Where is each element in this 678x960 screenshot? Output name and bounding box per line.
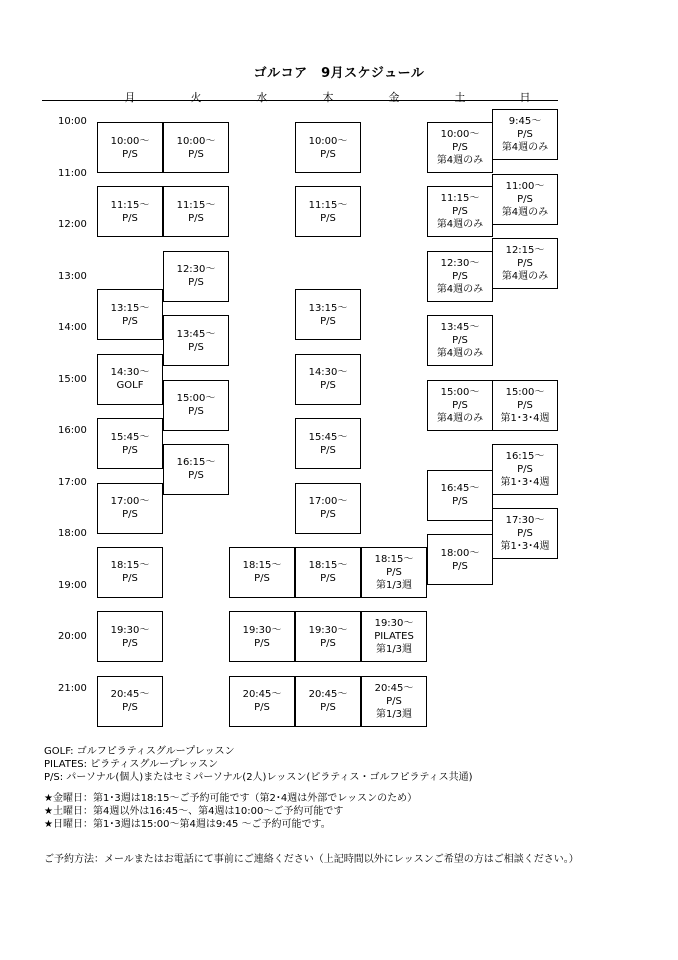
slot-type: P/S xyxy=(320,702,336,714)
lesson-slot xyxy=(492,508,558,559)
legend-ps: P/S: パーソナル(個人)またはセミパーソナル(2人)レッスン(ピラティス・ゴルフピラティス共通) xyxy=(44,772,473,783)
slot-time: 11:15～ xyxy=(308,199,348,211)
lesson-slot xyxy=(295,186,361,237)
slot-type: P/S xyxy=(386,566,402,578)
slot-time: 11:00～ xyxy=(505,180,545,192)
slot-time: 15:45～ xyxy=(110,431,150,443)
slot-time: 13:45～ xyxy=(176,328,216,340)
slot-note: 第1･3･4週 xyxy=(500,541,550,553)
lesson-slot xyxy=(97,289,163,340)
time-label: 18:00 xyxy=(58,528,87,539)
lesson-slot xyxy=(427,122,493,173)
slot-time: 12:15～ xyxy=(505,244,545,256)
lesson-slot xyxy=(163,122,229,173)
slot-type: P/S xyxy=(320,148,336,160)
slot-type: P/S xyxy=(188,212,204,224)
time-label: 13:00 xyxy=(58,270,87,282)
slot-time: 18:15～ xyxy=(110,560,150,572)
slot-time: 18:15～ xyxy=(374,553,414,565)
slot-time: 15:00～ xyxy=(440,386,480,398)
slot-time: 20:45～ xyxy=(110,689,150,701)
slot-type: P/S xyxy=(320,315,336,327)
legend-golf: GOLF: ゴルフピラティスグループレッスン xyxy=(44,746,235,757)
slot-time: 20:45～ xyxy=(308,689,348,701)
lesson-slot xyxy=(163,251,229,302)
lesson-slot xyxy=(361,611,427,662)
page-title: ゴルコア 9月スケジュール xyxy=(253,66,425,81)
slot-type: P/S xyxy=(452,399,468,411)
slot-time: 16:45～ xyxy=(440,483,480,495)
day-header: 木 xyxy=(322,91,334,104)
slot-time: 16:15～ xyxy=(505,450,545,462)
slot-time: 15:00～ xyxy=(505,386,545,398)
lesson-slot xyxy=(163,315,229,366)
slot-time: 14:30～ xyxy=(308,367,348,379)
lesson-slot xyxy=(229,676,295,727)
slot-note: 第4週のみ xyxy=(501,206,549,218)
lesson-slot xyxy=(97,186,163,237)
lesson-slot xyxy=(361,547,427,598)
time-label: 12:00 xyxy=(58,219,87,230)
slot-type: P/S xyxy=(254,637,270,649)
slot-time: 10:00～ xyxy=(308,135,348,147)
lesson-slot xyxy=(295,122,361,173)
lesson-slot xyxy=(295,611,361,662)
time-label: 10:00 xyxy=(58,116,87,127)
lesson-slot xyxy=(492,444,558,495)
slot-note: 第4週のみ xyxy=(436,155,484,166)
lesson-slot xyxy=(295,354,361,405)
slot-note: 第4週のみ xyxy=(436,283,484,295)
slot-time: 18:00～ xyxy=(440,547,480,559)
slot-type: P/S xyxy=(188,277,204,289)
slot-time: 17:00～ xyxy=(110,496,150,507)
lesson-slot xyxy=(97,122,163,173)
slot-type: P/S xyxy=(122,637,138,649)
slot-type: P/S xyxy=(517,257,533,269)
time-label: 17:00 xyxy=(58,476,87,488)
lesson-slot xyxy=(492,238,558,289)
day-header: 日 xyxy=(519,91,531,104)
slot-type: P/S xyxy=(320,380,336,392)
slot-time: 11:15～ xyxy=(176,199,216,211)
lesson-slot xyxy=(295,483,361,534)
slot-time: 9:45～ xyxy=(508,116,542,128)
slot-note: 第1/3週 xyxy=(375,708,413,720)
slot-type: P/S xyxy=(452,560,468,572)
slot-type: P/S xyxy=(452,270,468,282)
slot-type: P/S xyxy=(188,470,204,482)
day-header: 金 xyxy=(388,91,400,104)
lesson-slot xyxy=(427,315,493,366)
slot-type: P/S xyxy=(122,444,138,456)
slot-time: 10:00～ xyxy=(110,135,150,147)
lesson-slot xyxy=(97,483,163,534)
slot-type: PILATES xyxy=(374,631,414,643)
slot-type: P/S xyxy=(386,695,402,707)
slot-type: P/S xyxy=(188,406,204,417)
slot-time: 12:30～ xyxy=(440,257,480,269)
remark-friday: ★金曜日：第1･3週は18:15～ご予約可能です（第2･4週は外部でレッスンのため） xyxy=(44,793,418,804)
slot-time: 12:30～ xyxy=(176,264,216,276)
lesson-slot xyxy=(229,547,295,598)
day-header: 月 xyxy=(124,91,136,104)
slot-time: 17:00～ xyxy=(308,496,348,507)
slot-type: P/S xyxy=(452,206,468,218)
slot-type: P/S xyxy=(188,341,204,353)
slot-time: 13:15～ xyxy=(308,302,348,314)
slot-type: P/S xyxy=(517,193,533,205)
slot-time: 16:15～ xyxy=(176,457,216,469)
lesson-slot xyxy=(163,186,229,237)
slot-type: P/S xyxy=(122,702,138,714)
slot-time: 19:30～ xyxy=(374,618,414,630)
slot-type: P/S xyxy=(517,463,533,475)
slot-note: 第1･3･4週 xyxy=(500,476,550,488)
day-header: 水 xyxy=(256,91,268,104)
slot-time: 20:45～ xyxy=(374,682,414,694)
slot-time: 13:15～ xyxy=(110,302,150,314)
slot-type: P/S xyxy=(122,212,138,224)
slot-time: 11:15～ xyxy=(110,199,150,211)
lesson-slot xyxy=(295,289,361,340)
slot-type: P/S xyxy=(320,509,336,520)
slot-type: P/S xyxy=(320,444,336,456)
lesson-slot xyxy=(163,444,229,495)
lesson-slot xyxy=(97,354,163,405)
slot-type: P/S xyxy=(452,496,468,508)
slot-time: 20:45～ xyxy=(242,689,282,701)
lesson-slot xyxy=(492,174,558,225)
slot-note: 第4週のみ xyxy=(436,348,484,360)
lesson-slot xyxy=(427,534,493,585)
slot-note: 第1/3週 xyxy=(375,579,413,591)
slot-type: P/S xyxy=(122,573,138,585)
slot-type: P/S xyxy=(517,399,533,411)
slot-time: 15:00～ xyxy=(176,393,216,404)
slot-type: GOLF xyxy=(116,380,144,392)
legend-pilates: PILATES: ピラティスグループレッスン xyxy=(44,759,219,770)
time-label: 20:00 xyxy=(58,631,87,642)
slot-type: P/S xyxy=(254,702,270,714)
slot-type: P/S xyxy=(320,637,336,649)
slot-type: P/S xyxy=(320,573,336,585)
lesson-slot xyxy=(427,251,493,302)
lesson-slot xyxy=(427,470,493,521)
notes-spacer xyxy=(44,784,664,792)
time-label: 19:00 xyxy=(58,579,87,591)
day-header: 土 xyxy=(454,91,466,104)
contact-note: ご予約方法：メールまたはお電話にて事前にご連絡ください（上記時間以外にレッスンご希望の方はご相談ください。） xyxy=(44,854,579,865)
remark-sunday: ★日曜日：第1･3週は15:00～第4週は9:45 ～ご予約可能です。 xyxy=(44,819,331,830)
slot-time: 18:15～ xyxy=(308,560,348,572)
time-label: 15:00 xyxy=(58,373,87,385)
slot-time: 15:45～ xyxy=(308,431,348,443)
slot-type: P/S xyxy=(320,212,336,224)
lesson-slot xyxy=(97,676,163,727)
lesson-slot xyxy=(492,109,558,160)
header-divider xyxy=(42,100,558,101)
time-label: 11:00 xyxy=(58,167,87,179)
slot-type: P/S xyxy=(122,509,138,520)
time-label: 21:00 xyxy=(58,682,87,694)
slot-type: P/S xyxy=(452,142,468,153)
lesson-slot xyxy=(295,418,361,469)
slot-type: P/S xyxy=(254,573,270,585)
lesson-slot xyxy=(492,380,558,431)
slot-time: 19:30～ xyxy=(242,624,282,636)
lesson-slot xyxy=(295,676,361,727)
lesson-slot xyxy=(295,547,361,598)
lesson-slot xyxy=(97,547,163,598)
lesson-slot xyxy=(361,676,427,727)
slot-time: 19:30～ xyxy=(110,624,150,636)
slot-type: P/S xyxy=(517,528,533,540)
slot-note: 第1/3週 xyxy=(375,644,413,656)
lesson-slot xyxy=(427,380,493,431)
remark-saturday: ★土曜日：第4週以外は16:45～、第4週は10:00～ご予約可能です xyxy=(44,806,344,817)
slot-note: 第4週のみ xyxy=(501,270,549,282)
lesson-slot xyxy=(97,611,163,662)
slot-time: 10:00～ xyxy=(440,129,480,140)
slot-note: 第4週のみ xyxy=(436,412,484,424)
day-header: 火 xyxy=(190,91,202,104)
slot-type: P/S xyxy=(122,315,138,327)
lesson-slot xyxy=(427,186,493,237)
lesson-slot xyxy=(97,418,163,469)
slot-time: 11:15～ xyxy=(440,193,480,205)
slot-time: 14:30～ xyxy=(110,367,150,379)
slot-time: 17:30～ xyxy=(505,515,545,527)
slot-time: 10:00～ xyxy=(176,135,216,147)
slot-type: P/S xyxy=(517,129,533,141)
slot-time: 19:30～ xyxy=(308,624,348,636)
slot-type: P/S xyxy=(452,335,468,347)
time-label: 16:00 xyxy=(58,425,87,436)
lesson-slot xyxy=(229,611,295,662)
lesson-slot xyxy=(163,380,229,431)
slot-type: P/S xyxy=(122,148,138,160)
slot-note: 第4週のみ xyxy=(501,142,549,154)
slot-time: 13:45～ xyxy=(440,322,480,334)
slot-note: 第1･3･4週 xyxy=(500,412,550,424)
slot-time: 18:15～ xyxy=(242,560,282,572)
slot-note: 第4週のみ xyxy=(436,219,484,231)
time-label: 14:00 xyxy=(58,322,87,333)
slot-type: P/S xyxy=(188,148,204,160)
notes-section xyxy=(44,745,664,831)
